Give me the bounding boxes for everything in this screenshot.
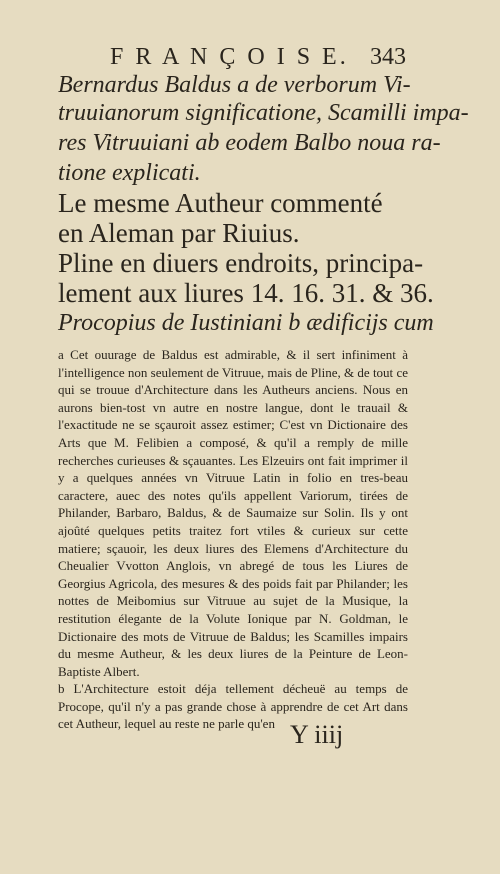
bib-line-8: lement aux liures 14. 16. 31. & 36. [58,278,434,308]
signature-mark: Y iiij [290,720,344,749]
bib-line-4: tione explicati. [58,160,201,186]
footnotes [58,346,408,733]
bib-line-5: Le mesme Autheur commenté [58,188,383,218]
bib-line-6: en Aleman par Riuius. [58,218,300,248]
page-number: 343 [370,44,406,70]
bib-line-9: Procopius de Iustiniani b ædificijs cum [58,310,434,336]
bib-line-7: Pline en diuers endroits, principa- [58,248,424,278]
bib-line-1: Bernardus Baldus a de verborum Vi- [58,72,411,98]
running-head: F R A N Ç O I S E. [110,44,349,70]
bib-line-2: truuianorum significatione, Scamilli impa- [58,100,469,126]
footnote-b: b L'Architecture estoit déja tellement décheuë au temps de Procope, qu'il n'y a pas grande chose à apprendre de cet Art dans cet Autheur, lequel au reste ne parle qu'en [58,681,408,732]
bib-line-3: res Vitruuiani ab eodem Balbo noua ra- [58,130,441,156]
footnote-a: a Cet ouurage de Baldus est admirable, & il sert infiniment à l'intelligence non seulement de Vitruue, mais de Pline, & de tout ce qui se trouue d'Architecture dans les Autheurs anciens. Nous en aurons bien-tost vn autre en nostre langue, dont le trauail & l'exactitude ne se sçauroit assez estimer; C'est vn Dictionaire des Arts que M. Felibien a composé, & qu'il a remply de mille recherches curieuses & sçauantes. Les Elzeuirs ont fait imprimer il y a quelques années vn Vitruue Latin in folio en tres-beau caractere, auec des notes qu'ils appellent Variorum, tirées de Philander, Barbaro, Baldus, & de Saumaize sur Solin. Ils y ont ajoûté quelques petits traitez fort vtiles & curieux sur cette matiere; sçauoir, les deux liures des Elemens d'Architecture du Cheualier Vvotton Anglois, vn abregé de tous les Liures de Georgius Agricola, des mesures & des poids fait par Philander; les nottes de Meibomius sur Vitruue au sujet de la Musique, la restitution élegante de la Volute Ionique par N. Goldman, le Dictionaire des mots de Vitruue de Baldus; les Scamilles impairs du mesme Autheur, & les deux liures de la Peinture de Leon-Baptiste Albert. [58,347,408,679]
